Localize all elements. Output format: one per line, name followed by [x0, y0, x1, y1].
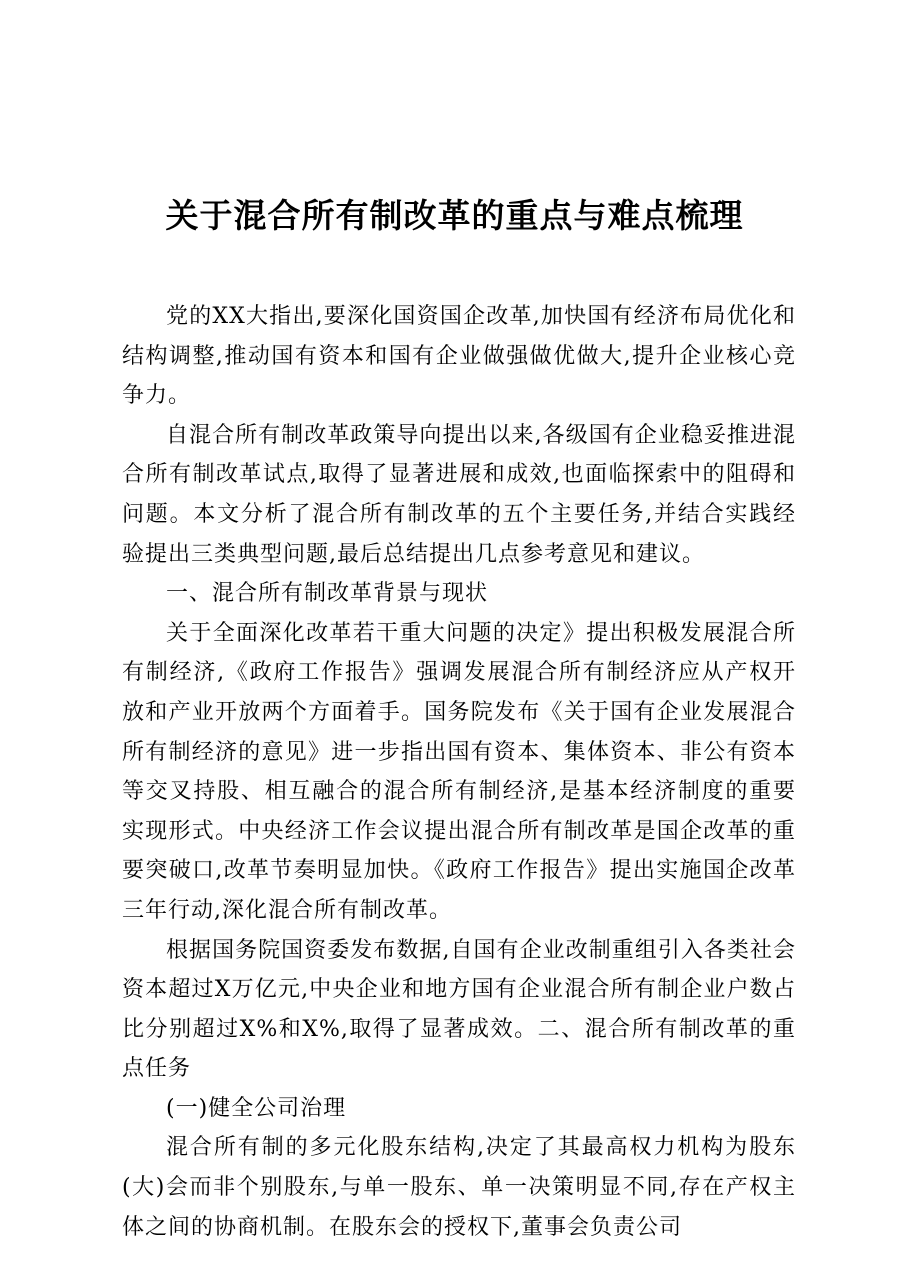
document-body — [122, 297, 796, 1247]
paragraph-intro: 党的XX大指出,要深化国资国企改革,加快国有经济布局优化和结构调整,推动国有资本和国有企业做强做优做大,提升企业核心竞争力。 — [122, 304, 796, 409]
paragraph-governance: 混合所有制的多元化股东结构,决定了其最高权力机构为股东(大)会而非个别股东,与单一股东、单一决策明显不同,存在产权主体之间的协商机制。在股东会的授权下,董事会负责公司 — [122, 1135, 796, 1240]
paragraph-data: 根据国务院国资委发布数据,自国有企业改制重组引入各类社会资本超过X万亿元,中央企业和地方国有企业混合所有制企业户数占比分别超过X%和X%,取得了显著成效。二、混合所有制改革的重点任务 — [122, 937, 796, 1082]
paragraph-overview: 自混合所有制改革政策导向提出以来,各级国有企业稳妥推进混合所有制改革试点,取得了显著进展和成效,也面临探索中的阻碍和问题。本文分析了混合所有制改革的五个主要任务,并结合实践经验提出三类典型问题,最后总结提出几点参考意见和建议。 — [122, 422, 796, 567]
section-heading-background: 一、混合所有制改革背景与现状 — [166, 581, 489, 607]
paragraph-policy: 关于全面深化改革若干重大问题的决定》提出积极发展混合所有制经济,《政府工作报告》强调发展混合所有制经济应从产权开放和产业开放两个方面着手。国务院发布《关于国有企业发展混合所有制经济的意见》进一步指出国有资本、集体资本、非公有资本等交叉持股、相互融合的混合所有制经济,是基本经济制度的重要实现形式。中央经济工作会议提出混合所有制改革是国企改革的重要突破口,改革节奏明显加快。《政府工作报告》提出实施国企改革三年行动,深化混合所有制改革。 — [122, 620, 796, 923]
document-title: 关于混合所有制改革的重点与难点梳理 — [165, 196, 744, 235]
subsection-heading-governance: (一)健全公司治理 — [166, 1095, 347, 1121]
